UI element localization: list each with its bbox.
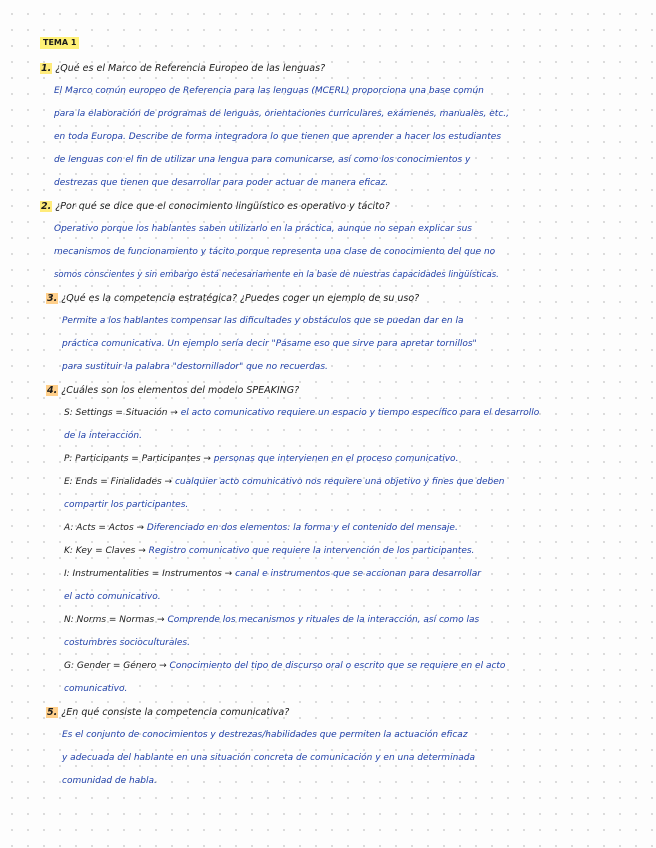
question-1 xyxy=(40,62,325,75)
question-5 xyxy=(46,706,289,719)
question-3 xyxy=(46,292,419,305)
answer-3-line-1: Permite a los hablantes compensar las dificultades y obstáculos que se puedan dar en la xyxy=(62,316,464,326)
speaking-item-s: S: Settings = Situación → el acto comunicativo requiere un espacio y tiempo específico para el desarrollo xyxy=(64,408,540,418)
answer-1-line-5: destrezas que tienen que desarrollar para poder actuar de manera eficaz. xyxy=(54,178,389,188)
answer-1-line-1: El Marco común europeo de Referencia para las lenguas (MCERL) proporciona una base común xyxy=(54,86,484,96)
question-text: ¿Por qué se dice que el conocimiento lingüístico es operativo y tácito? xyxy=(55,201,390,212)
answer-2-line-3: somos conscientes y sin embargo está necesariamente en la base de nuestras capacidades lingüísticas. xyxy=(54,270,499,280)
answer-5-line-3: comunidad de habla. xyxy=(62,776,157,786)
speaking-item-g: G: Gender = Género → Conocimiento del tipo de discurso oral o escrito que se requiere en el acto xyxy=(64,661,506,671)
question-number: 2. xyxy=(41,201,52,212)
answer-1-line-3: en toda Europa. Describe de forma integradora lo que tienen que aprender a hacer los estudiantes xyxy=(54,132,502,142)
speaking-item-s-cont: de la interacción. xyxy=(64,431,142,441)
question-text: ¿En qué consiste la competencia comunicativa? xyxy=(61,707,290,718)
speaking-item-k: K: Key = Claves → Registro comunicativo que requiere la intervención de los participantes. xyxy=(64,546,475,556)
page-title: TEMA 1 xyxy=(40,37,79,49)
speaking-item-a: A: Acts = Actos → Diferenciado en dos elementos: la forma y el contenido del mensaje. xyxy=(64,523,458,533)
speaking-item-n-cont: costumbres socioculturales. xyxy=(64,638,190,648)
speaking-item-g-cont: comunicativo. xyxy=(64,684,128,694)
answer-3-line-2: práctica comunicativa. Un ejemplo sería decir "Pásame eso que sirve para apretar tornillos" xyxy=(62,339,477,349)
speaking-item-n: N: Norms = Normas → Comprende los mecanismos y rituales de la interacción, así como las xyxy=(64,615,480,625)
speaking-item-i-cont: el acto comunicativo. xyxy=(64,592,161,602)
question-number: 1. xyxy=(41,63,52,74)
question-text: ¿Qué es el Marco de Referencia Europeo de las lenguas? xyxy=(55,63,326,74)
speaking-item-p: P: Participants = Participantes → personas que intervienen en el proceso comunicativo. xyxy=(64,454,459,464)
question-text: ¿Qué es la competencia estratégica? ¿Puedes coger un ejemplo de su uso? xyxy=(61,293,420,304)
answer-5-line-1: Es el conjunto de conocimientos y destrezas/habilidades que permiten la actuación eficaz xyxy=(62,730,468,740)
question-text: ¿Cuáles son los elementos del modelo SPEAKING? xyxy=(61,385,300,396)
question-number: 4. xyxy=(47,385,58,396)
answer-2-line-1: Operativo porque los hablantes saben utilizarlo en la práctica, aunque no sepan explicar sus xyxy=(54,224,472,234)
answer-3-line-3: para sustituir la palabra "destornillador" que no recuerdas. xyxy=(62,362,328,372)
answer-5-line-2: y adecuada del hablante en una situación concreta de comunicación y en una determinada xyxy=(62,753,476,763)
answer-1-line-2: para la elaboración de programas de lenguas, orientaciones curriculares, exámenes, manuales, etc., xyxy=(54,109,510,119)
question-number: 5. xyxy=(47,707,58,718)
question-number: 3. xyxy=(47,293,58,304)
question-2 xyxy=(40,200,390,213)
speaking-item-i: I: Instrumentalities = Instrumentos → canal e instrumentos que se accionan para desarrollar xyxy=(64,569,481,579)
speaking-item-e-cont: compartir los participantes. xyxy=(64,500,189,510)
answer-2-line-2: mecanismos de funcionamiento y tácito porque representa una clase de conocimiento del que no xyxy=(54,247,496,257)
question-4 xyxy=(46,384,299,397)
speaking-item-e: E: Ends = Finalidades → cualquier acto comunicativo nos requiere una objetivo y fines que deben xyxy=(64,477,505,487)
answer-1-line-4: de lenguas con el fin de utilizar una lengua para comunicarse, así como los conocimientos y xyxy=(54,155,471,165)
